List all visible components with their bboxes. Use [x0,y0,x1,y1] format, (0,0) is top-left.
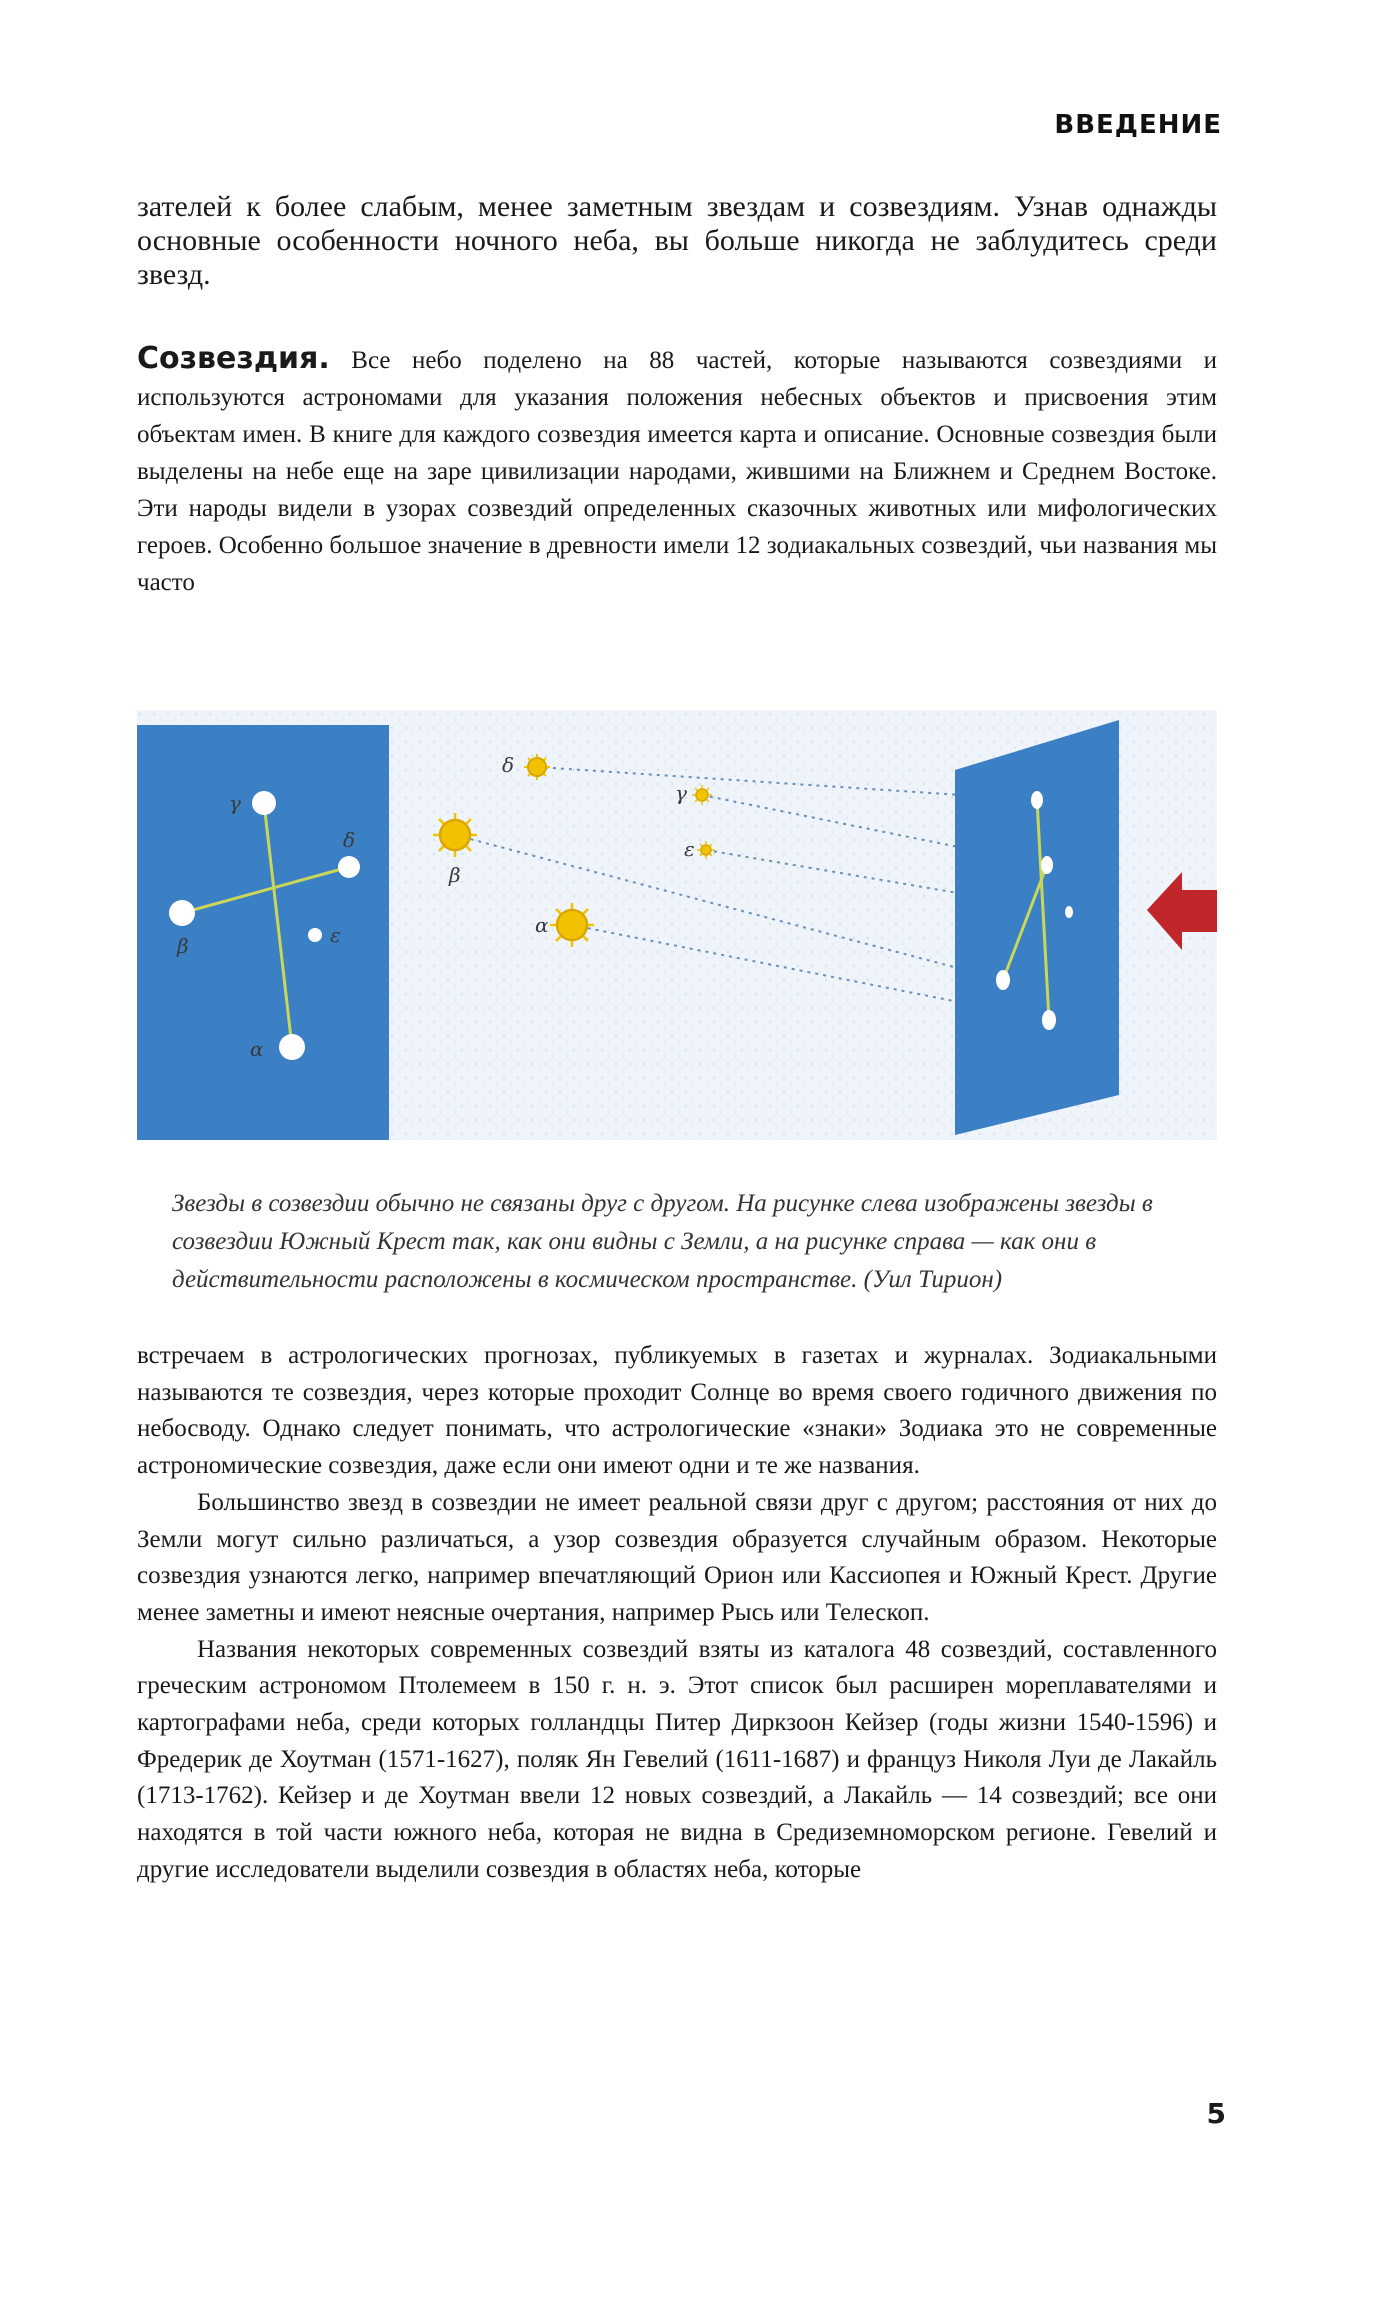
right-blue-plane [955,720,1119,1135]
space-label-alpha: α [535,913,549,937]
plane-star-epsilon [1065,906,1073,918]
star-beta [169,900,195,926]
label-alpha: α [250,1037,264,1061]
space-label-gamma: γ [675,781,687,805]
plane-star-delta [1041,856,1053,874]
plane-star-alpha [1042,1010,1056,1030]
star-gamma [252,791,276,815]
projection-plane [955,720,1119,1135]
star-epsilon [308,928,322,942]
earth-view-panel [137,725,389,1140]
label-delta: δ [343,828,356,852]
space-label-beta: β [449,863,461,887]
figure-caption: Звезды в созвездии обычно не связаны друг с другом. На рисунке слева изображены звезды в созвездии Южный Крест так, как они видны с Земли, а на рисунке справа — как они в действительности расположены в космическом пространстве. (Уил Тирион) [172,1190,1153,1293]
plane-star-gamma [1031,791,1043,809]
sun-gamma [692,785,712,805]
star-alpha [279,1034,305,1060]
space-label-epsilon: ε [684,837,695,861]
southern-cross-illustration [137,710,1217,1140]
left-blue-panel [137,725,389,1140]
sun-alpha [550,903,594,947]
sun-beta [433,813,477,857]
body-paragraph: встречаем в астрологических прогнозах, публикуемых в газетах и журналах. Зодиакальными называются те созвездия, через которые проходит Солнце во время своего годичного движения по небосводу. Однако следует понимать, что астрологические «знаки» Зодиака это не современные астрономические созвездия, даже если они имеют одни и те же названия. [137,1342,1217,1480]
label-beta: β [177,934,189,958]
plane-star-beta [996,970,1010,990]
southern-cross-figure [137,710,1217,1140]
body-paragraph: Большинство звезд в созвездии не имеет реальной связи друг с другом; расстояния от них до Земли могут сильно различаться, а узор созвездия образуется случайным образом. Некоторые созвездия узнаются легко, например впечатляющий Орион или Кассиопея и Южный Крест. Другие менее заметны и имеют неясные очертания, например Рысь или Телескоп. [137,1488,1217,1626]
constellations-paragraph [137,340,1217,601]
intro-paragraph: зателей к более слабым, менее заметным звездам и созвездиям. Узнав однажды основные особенности ночного неба, вы больше никогда не заблудитесь среди звезд. [137,190,1217,291]
page-number: 5 [1206,2097,1226,2130]
body-paragraph: Названия некоторых современных созвездий взяты из каталога 48 созвездий, составленного греческим астрономом Птолемеем в 150 г. н. э. Этот список был расширен мореплавателями и картографами неба, среди которых голландцы Питер Диркзоон Кейзер (годы жизни 1540-1596) и Фредерик де Хоутман (1571-1627), поляк Ян Гевелий (1611-1687) и француз Николя Луи де Лакайль (1713-1762). Кейзер и де Хоутман ввели 12 новых созвездий, а Лакайль — 14 созвездий; все они находятся в той части южного неба, которая не видна в Средиземноморском регионе. Гевелий и другие исследователи выделили созвездия в областях неба, которые [137,1635,1217,1883]
constellations-text: Все небо поделено на 88 частей, которые называются созвездиями и используются астрономами для указания положения небесных объектов и присвоения этим объектам имен. В книге для каждого созвездия имеется карта и описание. Основные созвездия были выделены на небе еще на заре цивилизации народами, жившими на Ближнем и Среднем Востоке. Эти народы видели в узорах созвездий определенных сказочных животных или мифологических героев. Особенно большое значение в древности имели 12 зодиакальных созвездий, чьи названия мы часто [137,347,1218,596]
space-label-delta: δ [502,753,515,777]
body-text [137,1338,1217,1889]
label-epsilon: ε [330,923,341,947]
star-delta [338,856,360,878]
section-header: ВВЕДЕНИЕ [1054,110,1222,140]
label-gamma: γ [229,791,241,815]
constellations-heading: Созвездия. [137,341,330,376]
